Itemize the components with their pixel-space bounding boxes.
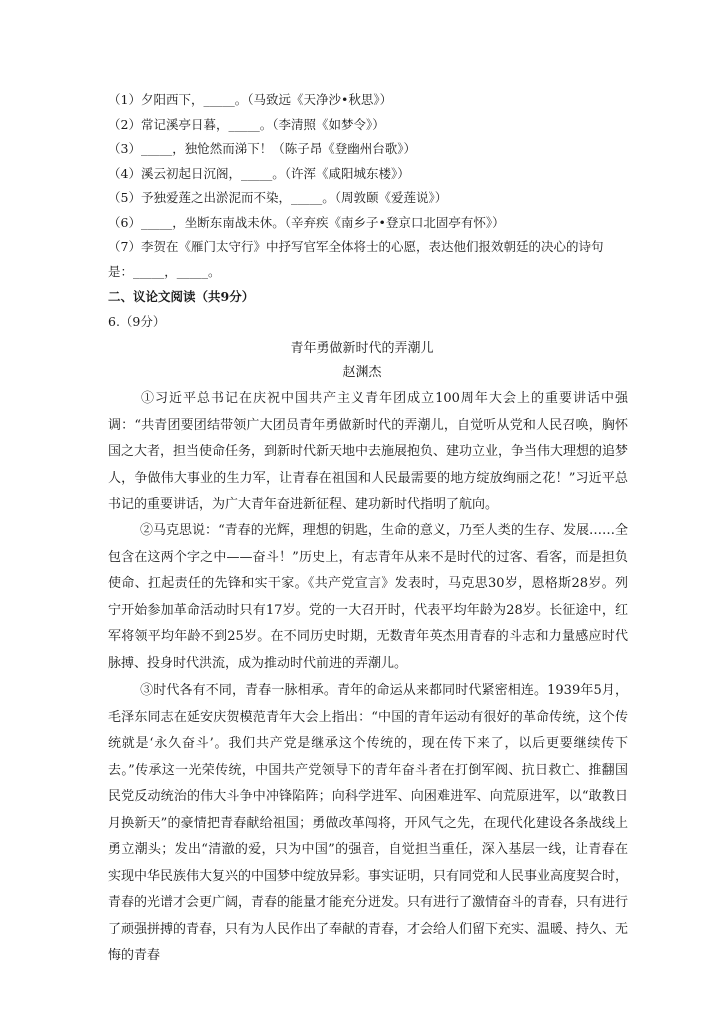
article-paragraph-2 — [108, 518, 628, 677]
article-author: 赵渊杰 — [342, 365, 382, 380]
fill-item-2: （2）常记溪亭日暮，_____。（李清照《如梦令》） — [108, 116, 385, 132]
paragraph-text: ①习近平总书记在庆祝中国共产主义青年团成立100周年大会上的重要讲话中强调：“共青团要团结带领广大团员青年勇做新时代的弄潮儿，自觉听从党和人民召唤，胸怀国之大者，担当使命任务，到新时代新天地中去施展抱负、建功立业，争当伟大理想的追梦人，争做伟大事业的生力军，让青春在祖国和人民最需要的地方绽放绚丽之花！”习近平总书记的重要讲话，为广大青年奋进新征程、建功新时代指明了航向。 — [108, 391, 629, 512]
fill-item-1: （1）夕阳西下，_____。（马致远《天净沙•秋思》） — [108, 92, 393, 107]
fill-item-7: （7）李贺在《雁门太守行》中抒写官军全体将士的心愿，表达他们报效朝廷的决心的诗句 — [108, 239, 604, 254]
fill-item-3: （3）_____，独怆然而涕下！（陈子昂《登幽州台歌》） — [108, 141, 416, 156]
paragraph-text: ②马克思说：“青春的光辉，理想的钥匙，生命的意义，乃至人类的生存、发展……全包含在这两个字之中——奋斗！”历史上，有志青年从来不是时代的过客、看客，而是担负使命、扛起责任的先锋和实干家。《共产党宣言》发表时，马克思30岁，恩格斯28岁。列宁开始参加革命活动时只有17岁。党的一大召开时，代表平均年龄为28岁。长征途中，红军将领平均年龄不到25岁。在不同历史时期，无数青年英杰用青春的斗志和力量感应时代脉搏、投身时代洪流，成为推动时代前进的弄潮儿。 — [108, 523, 628, 671]
article-title: 青年勇做新时代的弄潮儿 — [290, 341, 434, 356]
fill-in-questions — [108, 88, 638, 284]
fill-item-4: （4）溪云初起日沉阁，_____。（许浑《咸阳城东楼》） — [108, 165, 410, 181]
fill-item-7-answer-line: 是：_____，_____。 — [108, 263, 221, 279]
article-paragraph-1 — [108, 386, 628, 519]
fill-item-6: （6）_____，坐断东南战未休。（辛弃疾《南乡子•登京口北固亭有怀》） — [108, 214, 505, 230]
paragraph-text: ③时代各有不同，青春一脉相承。青年的命运从来都同时代紧密相连。1939年5月，毛泽东同志在延安庆贺模范青年大会上指出：“中国的青年运动有很好的革命传统，这个传统就是‘永久奋斗’。我们共产党是继承这个传统的，现在传下来了，以后更要继续传下去。”传承这一光荣传统，中国共产党领导下的青年奋斗者在打倒军阀、抗日救亡、推翻国民党反动统治的伟大斗争中冲锋陷阵；向科学进军、向困难进军、向荒原进军，以“敢教日月换新天”的豪情把青春献给祖国；勇做改革闯将，开风气之先，在现代化建设各条战线上勇立潮头；发出“清澈的爱，只为中国”的强音，自觉担当重任，深入基层一线，让青春在实现中华民族伟大复兴的中国梦中绽放异彩。事实证明，只有同党和人民事业高度契合时，青春的光谱才会更广阔，青春的能量才能充分迸发。只有进行了激情奋斗的青春，只有进行了顽强拼搏的青春，只有为人民作出了奉献的青春，才会给人们留下充实、温暖、持久、无悔的青春 — [108, 683, 629, 963]
section-heading: 二、议论文阅读（共9分） — [108, 289, 255, 304]
fill-item-5: （5）予独爱莲之出淤泥而不染，_____。（周敦颐《爱莲说》） — [108, 190, 448, 205]
question-label: 6.（9分） — [108, 314, 166, 329]
article-paragraph-3 — [108, 678, 628, 970]
